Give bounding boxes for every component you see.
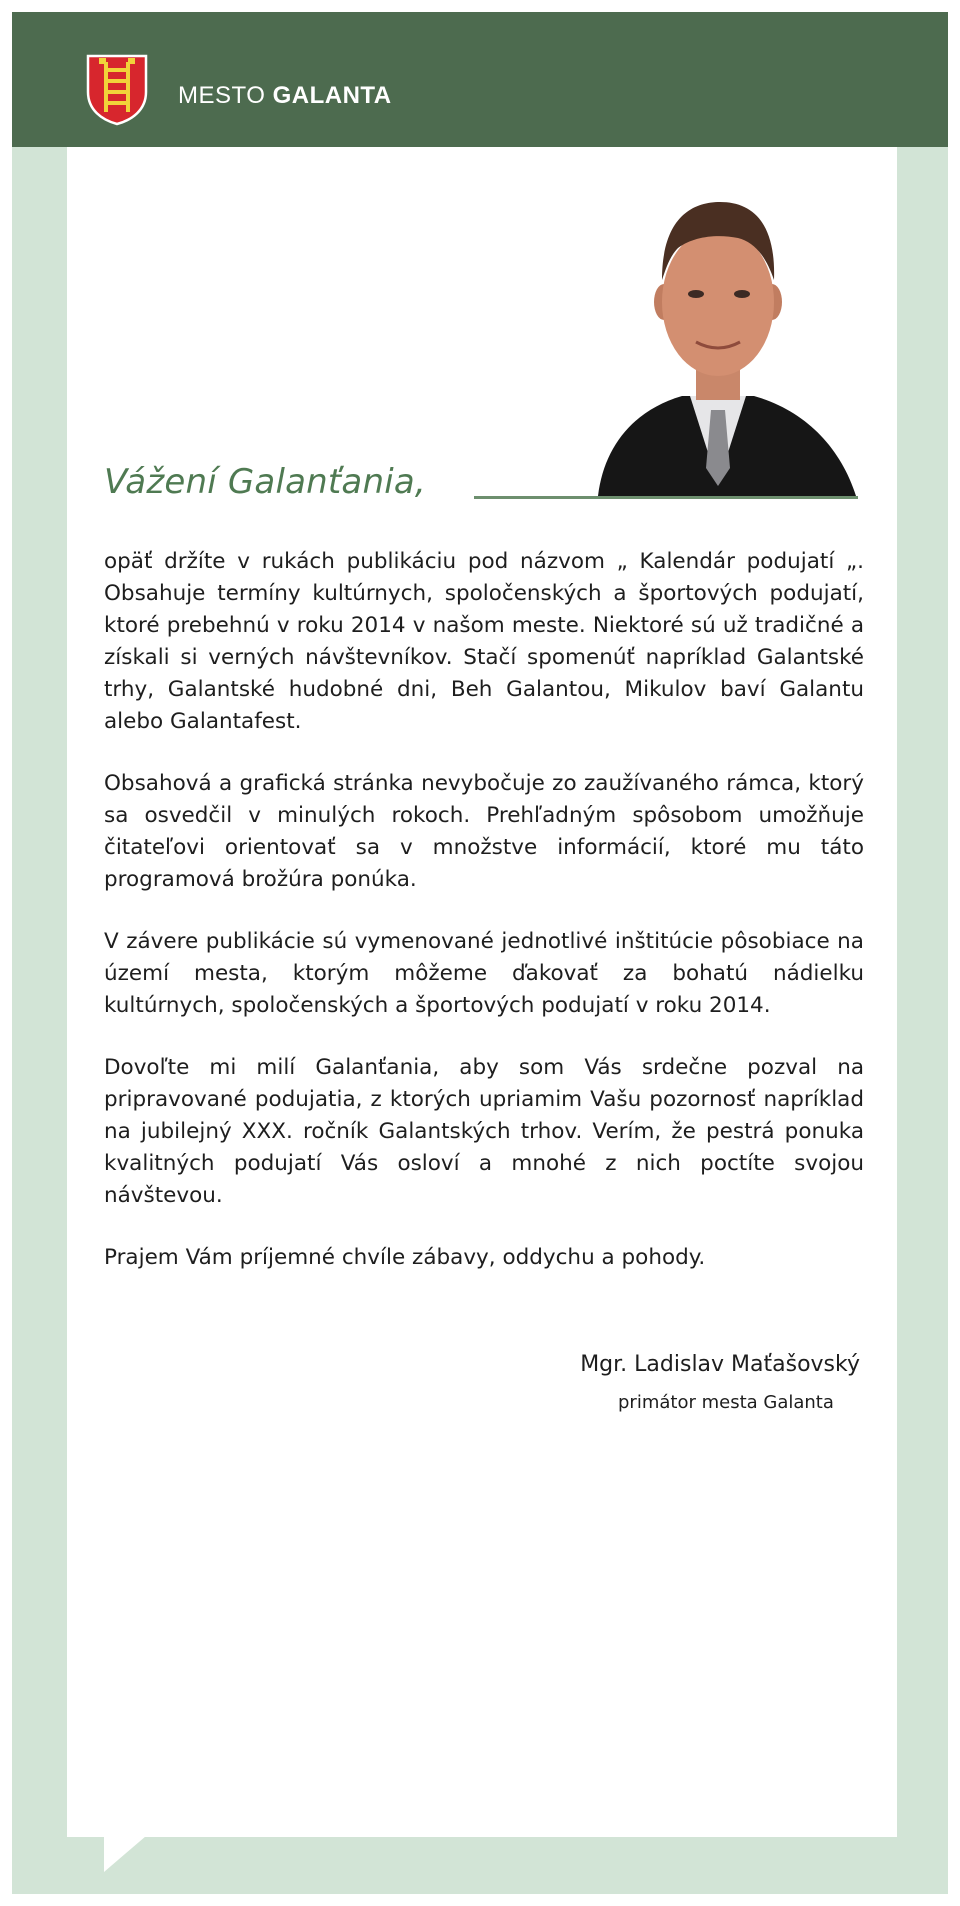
signature-title: primátor mesta Galanta	[618, 1392, 834, 1413]
speech-tail	[104, 1836, 146, 1872]
brand-title	[178, 81, 392, 111]
mayor-portrait	[578, 184, 856, 496]
paragraph: Prajem Vám príjemné chvíle zábavy, oddychu a pohody.	[104, 1245, 706, 1270]
signature-name: Mgr. Ladislav Maťašovský	[580, 1352, 860, 1377]
paragraph: Obsahová a grafická stránka nevybočuje zo zaužívaného rámca, ktorý sa osvedčil v minulých rokoch. Prehľadným spôsobom umožňuje čitateľovi orientovať sa v množstve informácií, ktoré mu táto programová brožúra ponúka.	[104, 771, 864, 892]
paragraph: Dovoľte mi milí Galanťania, aby som Vás srdečne pozval na pripravované podujatia, z ktorých upriamim Vašu pozornosť napríklad na jubilejný XXX. ročník Galantských trhov. Verím, že pestrá ponuka kvalitných podujatí Vás osloví a mnohé z nich poctíte svojou návštevou.	[104, 1055, 864, 1208]
coat-of-arms-icon	[84, 52, 150, 126]
paragraph: opäť držíte v rukách publikáciu pod názvom „ Kalendár podujatí „. Obsahuje termíny kultúrnych, spoločenských a športových podujatí, ktoré prebehnú v roku 2014 v našom meste. Niektoré sú už tradičné a získali si verných návštevníkov. Stačí spomenúť napríklad Galantské trhy, Galantské hudobné dni, Beh Galantou, Mikulov baví Galantu alebo Galantafest.	[104, 549, 864, 734]
greeting-underline	[474, 496, 858, 499]
greeting: Vážení Galanťania,	[104, 462, 426, 502]
brand-name: GALANTA	[272, 82, 392, 109]
brand-prefix: MESTO	[178, 82, 266, 109]
paragraph: V závere publikácie sú vymenované jednotlivé inštitúcie pôsobiace na území mesta, ktorým môžeme ďakovať za bohatú nádielku kultúrnych, spoločenských a športových podujatí v roku 2014.	[104, 929, 864, 1018]
letter-body	[104, 546, 864, 1304]
header-bar	[12, 12, 948, 147]
